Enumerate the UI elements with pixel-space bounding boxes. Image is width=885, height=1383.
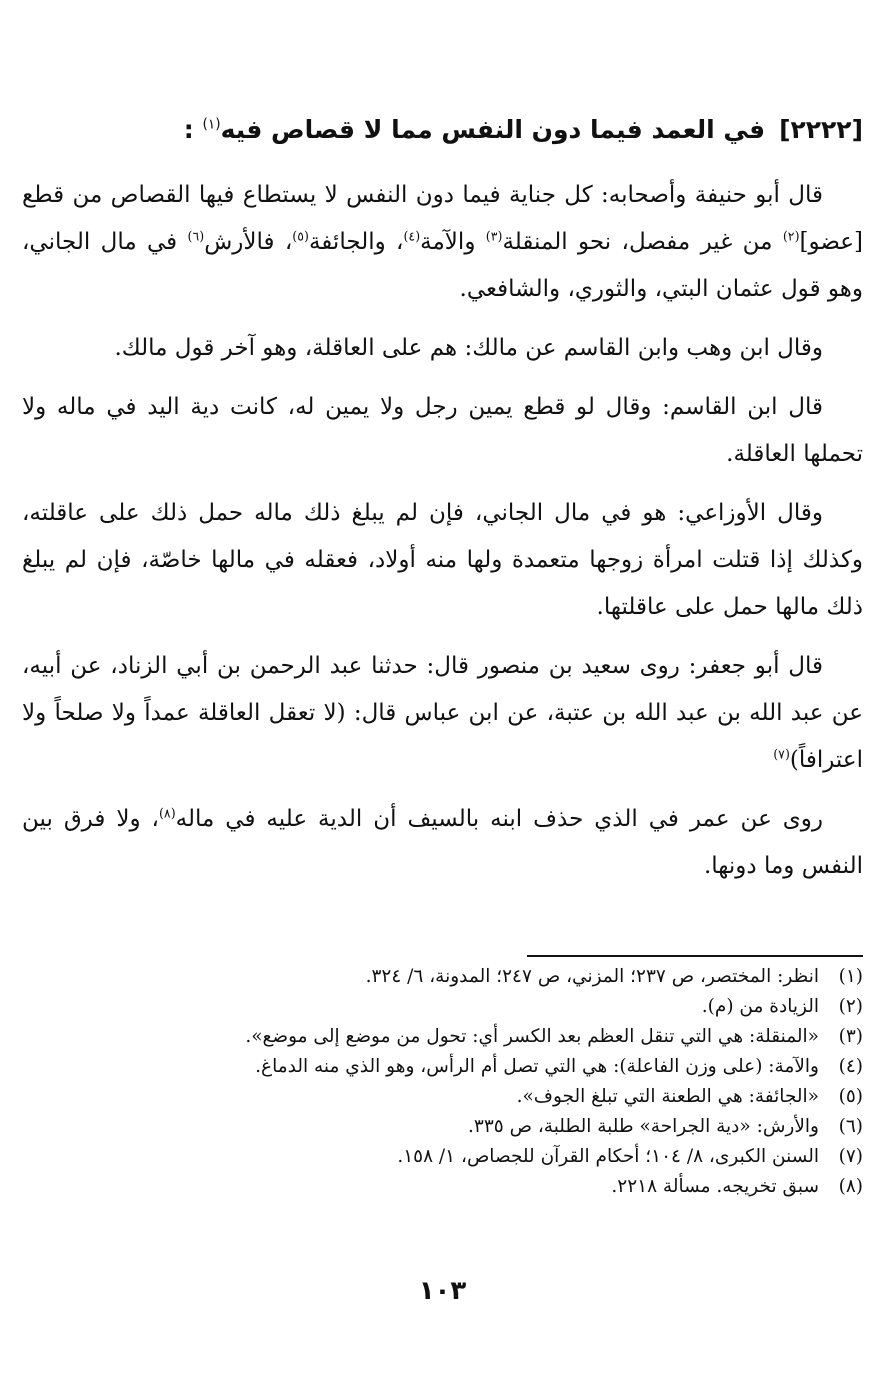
paragraph-text: روى عن عمر في الذي حذف ابنه بالسيف أن الدية عليه في ماله xyxy=(175,806,823,832)
footnote-number: (٦) xyxy=(838,1116,863,1137)
footnote xyxy=(22,1172,863,1202)
footnote xyxy=(22,1112,863,1142)
footnote-text: والآمة: (على وزن الفاعلة): هي التي تصل أم الرأس، وهو الذي منه الدماغ. xyxy=(255,1056,819,1077)
footnote-number: (٧) xyxy=(838,1146,863,1167)
paragraph-text: ، ولا فرق بين النفس وما دونها. xyxy=(22,806,863,879)
paragraph xyxy=(22,325,863,372)
footnote-ref: (٧) xyxy=(773,746,790,762)
footnote-ref: (٦) xyxy=(187,228,205,244)
paragraph-text: قال ابن القاسم: وقال لو قطع يمين رجل ولا يمين له، كانت دية اليد في ماله ولا تحملها العاقلة. xyxy=(22,394,863,467)
paragraph xyxy=(22,490,863,631)
footnote xyxy=(22,1022,863,1052)
footnote xyxy=(22,992,863,1022)
section-title: في العمد فيما دون النفس مما لا قصاص فيه xyxy=(220,115,766,144)
footnote xyxy=(22,1082,863,1112)
footnote-text: «الجائفة: هي الطعنة التي تبلغ الجوف». xyxy=(516,1086,819,1107)
heading-footnote-ref: (١) xyxy=(202,116,221,133)
paragraph xyxy=(22,796,863,890)
footnote-text: «المنقلة: هي التي تنقل العظم بعد الكسر أي: تحول من موضع إلى موضع». xyxy=(245,1026,819,1047)
footnote-ref: (٣) xyxy=(485,228,503,244)
paragraph-text: من غير مفصل، نحو المنقلة xyxy=(502,229,783,255)
footnote-number: (٢) xyxy=(838,996,863,1017)
paragraph xyxy=(22,172,863,313)
footnote-text: انظر: المختصر، ص ٢٣٧؛ المزني، ص ٢٤٧؛ المدونة، ٦/ ٣٢٤. xyxy=(365,966,819,987)
footnote xyxy=(22,1142,863,1172)
paragraph-text: قال أبو جعفر: روى سعيد بن منصور قال: حدثنا عبد الرحمن بن أبي الزناد، عن أبيه، عن عبد الله بن عبد الله بن عتبة، عن ابن عباس قال: (لا تعقل العاقلة عمداً ولا صلحاً ولا اعترافاً) xyxy=(22,653,863,773)
paragraph xyxy=(22,384,863,478)
footnote-number: (٥) xyxy=(838,1086,863,1107)
section-number: [٢٢٢٢] xyxy=(779,115,863,144)
paragraph-text: وقال الأوزاعي: هو في مال الجاني، فإن لم يبلغ ذلك ماله حمل ذلك على عاقلته، وكذلك إذا قتلت امرأة زوجها متعمدة ولها منه أولاد، فعقله في مالها خاصّة، فإن لم يبلغ ذلك مالها حمل على عاقلتها. xyxy=(22,500,863,620)
section-heading xyxy=(80,108,863,152)
footnote-text: سبق تخريجه. مسألة ٢٢١٨. xyxy=(611,1176,819,1197)
footnote xyxy=(22,962,863,992)
footnote-text: السنن الكبرى، ٨/ ١٠٤؛ أحكام القرآن للجصاص، ١/ ١٥٨. xyxy=(397,1146,819,1167)
footnote-number: (١) xyxy=(838,966,863,987)
paragraph-text: قال أبو حنيفة وأصحابه: كل جناية فيما دون النفس لا يستطاع فيها القصاص من قطع [عضو] xyxy=(22,182,863,255)
footnote-ref: (٤) xyxy=(403,228,421,244)
footnote-text: والأرش: «دية الجراحة» طلبة الطلبة، ص ٣٣٥. xyxy=(468,1116,819,1137)
footnote-ref: (٨) xyxy=(158,805,176,821)
footnote xyxy=(22,1052,863,1082)
paragraph-text: ، فالأرش xyxy=(204,229,293,255)
paragraph xyxy=(22,643,863,784)
footnote-number: (٣) xyxy=(838,1026,863,1047)
page-number: ١٠٣ xyxy=(418,1276,467,1306)
footnotes-list xyxy=(22,962,863,1202)
paragraph-text: والآمة xyxy=(420,229,486,255)
footnote-ref: (٢) xyxy=(782,228,800,244)
paragraph-text: ، والجائفة xyxy=(308,229,404,255)
paragraph-text: وقال ابن وهب وابن القاسم عن مالك: هم على العاقلة، وهو آخر قول مالك. xyxy=(114,335,823,361)
paragraph-text: في مال الجاني، وهو قول عثمان البتي، والثوري، والشافعي. xyxy=(22,229,863,302)
footnote-text: الزيادة من (م). xyxy=(701,996,819,1017)
footnote-number: (٤) xyxy=(838,1056,863,1077)
heading-suffix: : xyxy=(183,115,194,144)
main-text xyxy=(22,172,863,902)
footnote-number: (٨) xyxy=(838,1176,863,1197)
footnote-separator xyxy=(527,955,863,957)
footnote-ref: (٥) xyxy=(292,228,309,244)
